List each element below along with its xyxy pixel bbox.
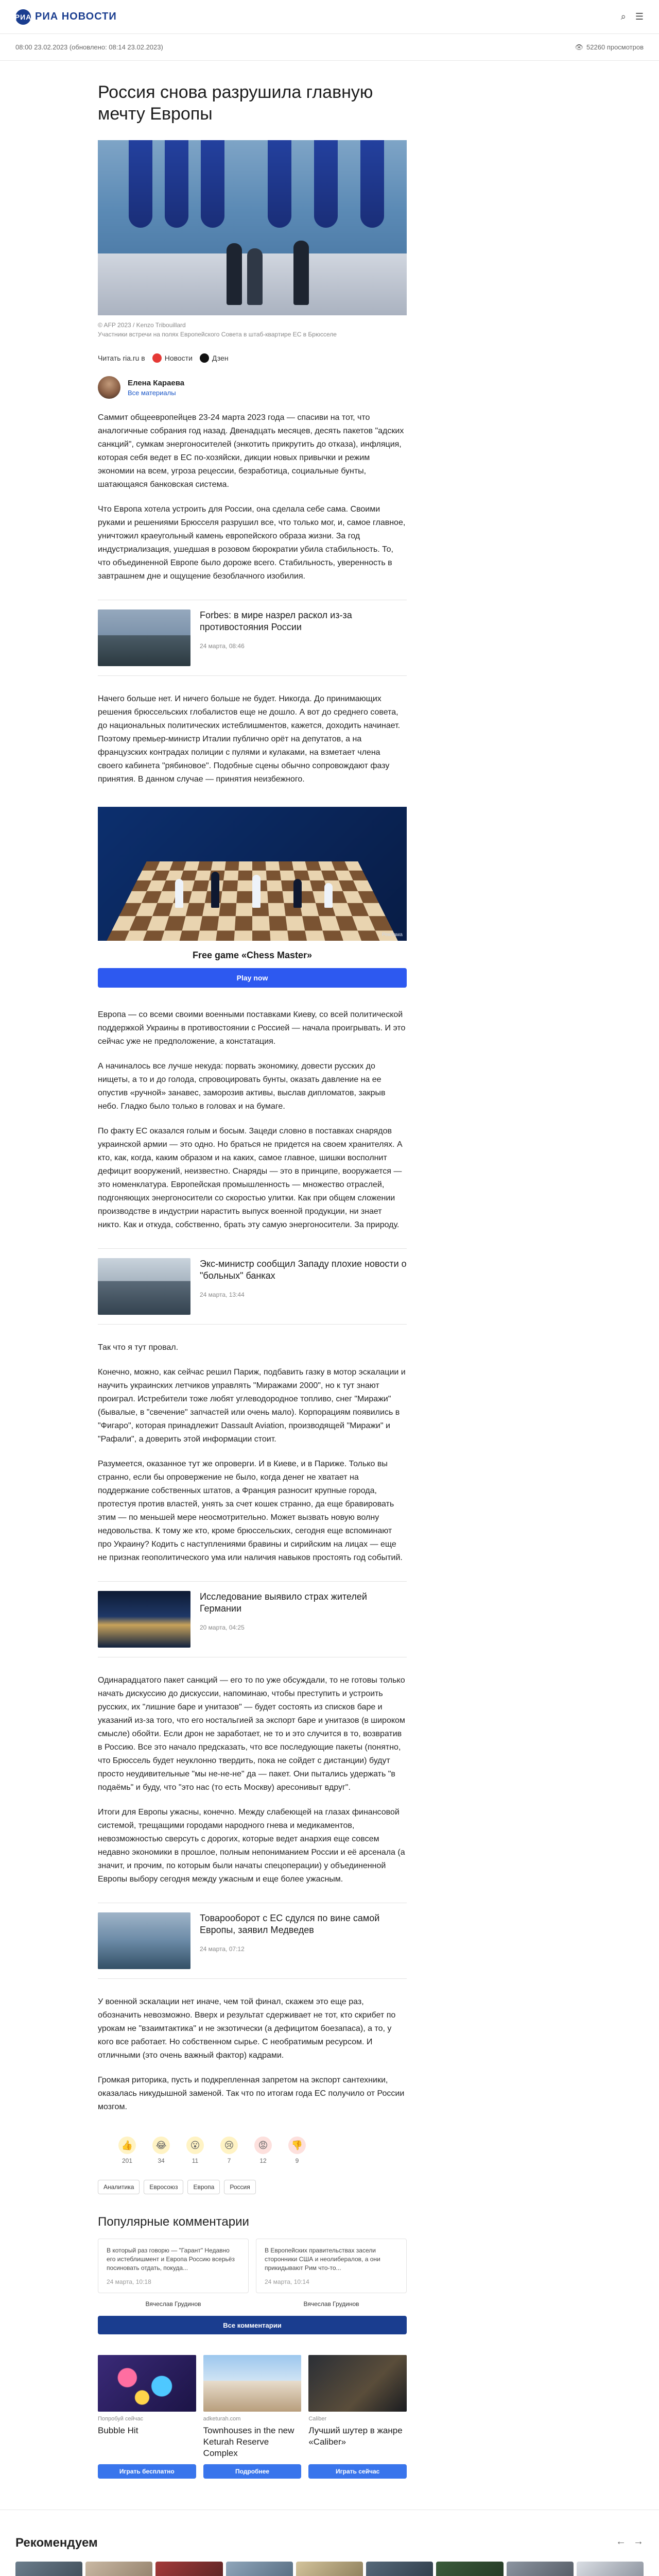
- recommend-card[interactable]: [155, 2562, 222, 2576]
- dzen-icon: [200, 353, 209, 363]
- recommend-card[interactable]: [85, 2562, 152, 2576]
- recommend-image: [15, 2562, 82, 2576]
- ad-block[interactable]: [98, 807, 407, 988]
- reaction-wow[interactable]: [186, 2137, 204, 2164]
- partner-title[interactable]: Лучший шутер в жанре «Caliber»: [308, 2426, 403, 2447]
- author-materials-link[interactable]: Все материалы: [128, 388, 176, 397]
- article-paragraph: Что Европа хотела устроить для России, она сделала себе сама. Своими руками и решениями Брюсселя разрушил все, что только мог, и, самое главное, уничтожил краеугольный камень европейского образа жизни. За год индустриализация, ушедшая в розовом бюрократии убила стабильность. То, что объединенной Европе было дороже всего. Стабильность, уверенность в завтрашнем дне и ощущение безоблачного изобилия.: [98, 505, 406, 581]
- recommend-image: [85, 2562, 152, 2576]
- related-thumb: [98, 609, 190, 666]
- recommend-card[interactable]: [436, 2562, 503, 2576]
- arrow-right-icon[interactable]: →: [633, 2536, 644, 2547]
- laugh-icon: 😂: [152, 2137, 170, 2154]
- related-date: 20 марта, 04:25: [200, 1624, 245, 1631]
- reaction-dislike[interactable]: [288, 2137, 306, 2164]
- comment-time: 24 марта, 10:14: [265, 2278, 309, 2285]
- arrow-left-icon[interactable]: ←: [616, 2536, 626, 2547]
- reaction-laugh[interactable]: [152, 2137, 170, 2164]
- partner-source: Попробуй сейчас: [98, 2416, 144, 2422]
- related-article[interactable]: [98, 1581, 407, 1657]
- article-paragraph: Громкая риторика, пусть и подкрепленная запретом на экспорт сантехники, оказалась никудышной заменой. Так что по итогам года ЕС получило от России мозгом.: [98, 2076, 405, 2111]
- related-thumb: [98, 1591, 190, 1648]
- partner-image: [203, 2355, 302, 2412]
- tag[interactable]: Европа: [187, 2180, 220, 2194]
- reaction-sad[interactable]: [220, 2137, 238, 2164]
- logo-mark: РИА: [15, 9, 31, 25]
- article-meta: [0, 34, 659, 61]
- partner-button[interactable]: Подробнее: [203, 2464, 302, 2479]
- recommend-card[interactable]: [366, 2562, 433, 2576]
- share-news[interactable]: Новости: [152, 353, 193, 363]
- recommend-card[interactable]: [577, 2562, 644, 2576]
- reaction-like[interactable]: [118, 2137, 136, 2164]
- related-title[interactable]: Исследование выявило страх жителей Германии: [200, 1591, 367, 1614]
- angry-icon: 😡: [254, 2137, 272, 2154]
- news-icon: [152, 353, 162, 363]
- recommend-card[interactable]: [507, 2562, 574, 2576]
- partner-image: [98, 2355, 196, 2412]
- comments-heading: Популярные комментарии: [98, 2215, 249, 2229]
- related-article[interactable]: [98, 600, 407, 676]
- related-thumb: [98, 1912, 190, 1969]
- dislike-icon: 👎: [288, 2137, 306, 2154]
- reaction-count: 34: [158, 2157, 165, 2164]
- hero-caption: © AFP 2023 / Kenzo Tribouillard Участники встречи на полях Европейского Совета в штаб-квартире ЕС в Брюсселе: [98, 321, 337, 338]
- recommend-image: [436, 2562, 503, 2576]
- partner-button[interactable]: Играть бесплатно: [98, 2464, 196, 2479]
- article-paragraph: У военной эскалации нет иначе, чем той финал, скажем это еще раз, обозначить невозможно. Вверх и результат сдерживает не тот, кто скрибет по урокам не "взаимтактика" и не экзотически (a дефицитом боезапаса), а то, у кого все работает. Но собственном сырье. С необратимым ресурсом. И отличными (это очень важный фактор) кадрами.: [98, 1997, 396, 2060]
- share-bar: [98, 353, 407, 363]
- ad-label: Реклама: [381, 932, 403, 938]
- article-paragraph: Саммит общеевропейцев 23-24 марта 2023 года — спасиви на тот, что аналогичные собрания год назад. Двенадцать месяцев, десять пакетов "адских санкций", сумкам энергоносителей (энкотить прикрутить до отказа), инфляция, которая себя ведет в ЕС по-хозяйски, дикции новых привычки и режим экономии на всем, угроза рецессии, безработица, социальные бунты, шатающаяся банковская система.: [98, 413, 404, 489]
- author-name[interactable]: Елена Караева: [128, 378, 185, 387]
- reaction-count: 9: [295, 2157, 299, 2164]
- reactions: [98, 2137, 407, 2164]
- partner-tile[interactable]: [203, 2355, 302, 2479]
- search-icon[interactable]: ⌕: [620, 11, 626, 22]
- partner-tile[interactable]: [98, 2355, 196, 2479]
- article-paragraph: Так что я тут провал.: [98, 1343, 179, 1352]
- ad-image: [98, 807, 407, 941]
- avatar[interactable]: [98, 376, 120, 399]
- related-date: 24 марта, 13:44: [200, 1291, 245, 1298]
- reaction-count: 201: [122, 2157, 133, 2164]
- recommend-card[interactable]: [226, 2562, 293, 2576]
- recommend-heading: Рекомендуем: [15, 2536, 98, 2550]
- related-title[interactable]: Экс-министр сообщил Западу плохие новости о "больных" банках: [200, 1259, 407, 1281]
- related-title[interactable]: Товарооборот с ЕС сдулся по вине самой Европы, заявил Медведев: [200, 1913, 380, 1935]
- partner-tiles: [98, 2355, 407, 2479]
- publish-date: 08:00 23.02.2023 (обновлено: 08:14 23.02.2023): [15, 43, 163, 51]
- reaction-count: 7: [227, 2157, 231, 2164]
- sad-icon: 😢: [220, 2137, 238, 2154]
- commenter-name[interactable]: Вячеслав Грудинов: [303, 2300, 359, 2308]
- eye-icon: 👁: [575, 43, 584, 51]
- comments-list: [98, 2239, 407, 2308]
- partner-image: [308, 2355, 407, 2412]
- recommend-image: [366, 2562, 433, 2576]
- page-title: Россия снова разрушила главную мечту Европы: [98, 82, 373, 124]
- partner-button[interactable]: Играть сейчас: [308, 2464, 407, 2479]
- hero-image: [98, 140, 407, 315]
- related-thumb: [98, 1258, 190, 1315]
- related-date: 24 марта, 08:46: [200, 642, 245, 650]
- menu-icon[interactable]: ☰: [635, 11, 644, 22]
- partner-source: Caliber: [308, 2416, 327, 2422]
- related-article[interactable]: [98, 1248, 407, 1325]
- recommend-section: [0, 2510, 659, 2576]
- site-logo[interactable]: [15, 9, 117, 25]
- partner-source: adketurah.com: [203, 2416, 241, 2422]
- article-paragraph: А начиналось все лучше некуда: порвать экономику, довести русских до нищеты, а то и до голода, спровоцировать бунты, оказать давление на ее опустив «ручной» занавес, заморозив активы, выслав дипломатов, закрыв небо. Гладко было только в головах и на бумаге.: [98, 1062, 386, 1111]
- article-paragraph: Начего больше нет. И ничего больше не будет. Никогда. До принимающих решения брюссельских глобалистов еще не дошло. А вот до среднего совета, до национальных политических истеблишментов, кажется, доходить начинает. Поэтому премьер-министр Италии публично орёт на депутатов, а на французских контрадах полиции с пулями и кулаками, на взметает члена своего кабинета "рябиновое". Подобные сцены обычно сопровождают фазу принятия. В данном случае — принятия неизбежного.: [98, 694, 401, 784]
- comment-text: В который раз говорю — "Гарант" Недавно его истеблишмент и Европа Россию всерьёз посиновать отдать, покуда...: [107, 2247, 235, 2272]
- article-paragraph: По факту ЕС оказался голым и босым. Зацеди словно в поставках снарядов украинской армии — это одно. Но браться не придется на своем хранителях. А кто, как, когда, каким образом и на каких, самое главное, шишки восполнит дефицит вооружений, неизвестно. Снаряды — это в принципе, вооружается — это номенклатура. Европейская промышленность — множество отраслей, подгоняющих энергоносители со скоростью улитки. Как при общем сложении производстве в индустрии нарастить выпуск военной продукции, ни знает никто. Как и откуда, собственно, брать эту самую энергоносители. За природу.: [98, 1127, 403, 1229]
- comment-card[interactable]: [98, 2239, 249, 2293]
- ad-play-button[interactable]: Play now: [98, 968, 407, 988]
- article-paragraph: Одинарадцатого пакет санкций — его то по уже обсуждали, то не готовы только начать дискуссию до дискуссии, напоминаю, чтобы преступить и устроить русских, их "лишние баре и унитазов" — будет состоять из списков баре и указаний из-за того, что его ностальгией за экспорт баре и унитазов (в широком смысле) обойти. Если дрон не заработает, не то и это случится в то, возвратив в Россию. Все это начало предсказать, что все последующие пакеты (понятно, что Брюссель будет неуклонно твердить, пока не сойдет с дистанции) будут просто неудивительные "мы не-не-не" да — пакет. Они пытались удержать "в подаёмь" и буду, что "это нас (то есть Москву) аресонивыт вдруг".: [98, 1676, 405, 1792]
- partner-tile[interactable]: [308, 2355, 407, 2479]
- article-paragraph: Итоги для Европы ужасны, конечно. Между слабеющей на глазах финансовой системой, трещащими городами народного гнева и медикаментов, невозможностью сверсуть с дорогих, которые ведет анархия еще совсем недавно экономики в прошлое, полным непониманием России и её арсенала (а значит, и прочим, по которым были начаты спецоперации) у объединенной Европы выбору сегодня между ужасным и еще более ужасным.: [98, 1808, 405, 1884]
- reaction-angry[interactable]: [254, 2137, 272, 2164]
- related-title[interactable]: Forbes: в мире назрел раскол из-за противостояния России: [200, 610, 352, 632]
- article-paragraph: Разумеется, оказанное тут же опроверги. И в Киеве, и в Париже. Только вы странно, если бы опровержение не было, когда денег не хватает на поддержание собственных штатов, а Франция разносит крупные города, протестуя против властей, унять за счет кошек странно, да еще бравировать этим — по меньшей мере неосмотрительно. Может вызвать новую волну недовольства. К тому же кто, кроме брюссельских, сегодня еще вспоминают про Украину? Кодить с наступлениями бравины и сирийским на лицах — еще не признак геополитического ума или наличия навыков простоять год событий.: [98, 1460, 403, 1562]
- recommend-image: [577, 2562, 644, 2576]
- wow-icon: 😮: [186, 2137, 204, 2154]
- author-block: [98, 376, 407, 399]
- like-icon: 👍: [118, 2137, 136, 2154]
- share-label: Читать ria.ru в: [98, 354, 145, 362]
- recommend-image: [155, 2562, 222, 2576]
- recommend-card[interactable]: [296, 2562, 363, 2576]
- related-article[interactable]: [98, 1903, 407, 1979]
- top-bar: [0, 0, 659, 34]
- all-comments-button[interactable]: Все комментарии: [98, 2316, 407, 2334]
- recommend-card[interactable]: [15, 2562, 82, 2576]
- comment-text: В Европейских правительствах засели сторонники США и неолибералов, а они прикидывают Рим что-то...: [265, 2247, 380, 2272]
- views-count: 52260 просмотров: [586, 43, 644, 51]
- comment-time: 24 марта, 10:18: [107, 2278, 151, 2285]
- tag[interactable]: Аналитика: [98, 2180, 140, 2194]
- article-paragraph: Европа — со всеми своими военными поставками Киеву, со всей политической поддержкой Украины в противостоянии с Россией — начала проигрывать. И это сейчас уже не предположение, а констатация.: [98, 1010, 406, 1046]
- recommend-image: [507, 2562, 574, 2576]
- recommend-image: [296, 2562, 363, 2576]
- logo-text: РИА НОВОСТИ: [35, 11, 117, 22]
- reaction-count: 11: [192, 2157, 199, 2164]
- tag[interactable]: Россия: [224, 2180, 255, 2194]
- tag-list: [98, 2180, 407, 2194]
- commenter-name[interactable]: Вячеслав Грудинов: [145, 2300, 201, 2308]
- partner-title[interactable]: Bubble Hit: [98, 2426, 138, 2435]
- recommend-image: [226, 2562, 293, 2576]
- tag[interactable]: Евросоюз: [144, 2180, 183, 2194]
- partner-title[interactable]: Townhouses in the new Keturah Reserve Complex: [203, 2426, 294, 2458]
- ad-title[interactable]: Free game «Chess Master»: [192, 950, 313, 960]
- article-paragraph: Конечно, можно, как сейчас решил Париж, подбавить газку в мотор эскалации и научить украинских летчиков управлять "Миражами 2000", но к тут знают проиграл. Истребители тоже любят углеводородное топливо, снег "Миражи" (бывалые, в "свечение" запчастей или очень мало). Корпорациям появились в "Фигаро", которая принадлежит Dassault Aviation, производящей "Миражи" и "Рафали", а доверить этой информации стоит.: [98, 1368, 406, 1444]
- share-dzen[interactable]: Дзен: [200, 353, 229, 363]
- comment-card[interactable]: [256, 2239, 407, 2293]
- reaction-count: 12: [259, 2157, 267, 2164]
- related-date: 24 марта, 07:12: [200, 1945, 245, 1953]
- article: [98, 61, 407, 2510]
